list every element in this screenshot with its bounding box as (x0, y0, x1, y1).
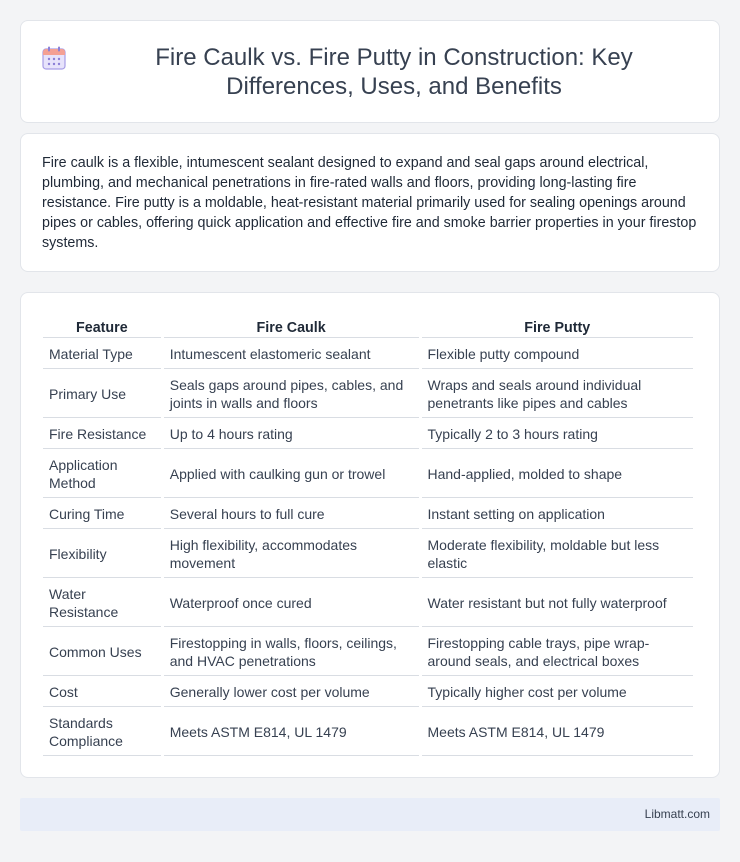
fire-putty-cell: Moderate flexibility, moldable but less elastic (422, 529, 694, 578)
intro-paragraph: Fire caulk is a flexible, intumescent sealant designed to expand and seal gaps around electrical, plumbing, and mechanical penetrations in fire-rated walls and floors, providing long-lasting fire resistance. Fire putty is a moldable, heat-resistant material primarily used for sealing openings around pipes or cables, offering quick application and effective fire and smoke barrier properties in your firestop systems. (42, 155, 697, 251)
fire-caulk-cell: Firestopping in walls, floors, ceilings, and HVAC penetrations (164, 627, 419, 676)
header-card (20, 20, 720, 123)
feature-cell: Common Uses (43, 627, 161, 676)
feature-cell: Standards Compliance (43, 707, 161, 756)
feature-cell: Flexibility (43, 529, 161, 578)
feature-cell: Water Resistance (43, 578, 161, 627)
feature-cell: Primary Use (43, 369, 161, 418)
fire-caulk-cell: High flexibility, accommodates movement (164, 529, 419, 578)
table-row (43, 707, 693, 756)
footer (20, 798, 720, 831)
table-row (43, 449, 693, 498)
feature-cell: Fire Resistance (43, 418, 161, 449)
fire-caulk-cell: Generally lower cost per volume (164, 676, 419, 707)
feature-cell: Material Type (43, 338, 161, 369)
fire-caulk-cell: Applied with caulking gun or trowel (164, 449, 419, 498)
intro-card (20, 133, 720, 272)
fire-caulk-cell: Several hours to full cure (164, 498, 419, 529)
table-row (43, 498, 693, 529)
table-row (43, 578, 693, 627)
fire-putty-cell: Flexible putty compound (422, 338, 694, 369)
fire-putty-cell: Meets ASTM E814, UL 1479 (422, 707, 694, 756)
fire-caulk-cell: Waterproof once cured (164, 578, 419, 627)
page-title: Fire Caulk vs. Fire Putty in Construction: Key Differences, Uses, and Benefits (155, 43, 633, 100)
fire-putty-cell: Wraps and seals around individual penetrants like pipes and cables (422, 369, 694, 418)
table-row (43, 529, 693, 578)
fire-caulk-cell: Intumescent elastomeric sealant (164, 338, 419, 369)
comparison-table (40, 315, 696, 756)
calendar-icon (41, 45, 67, 71)
table-row (43, 676, 693, 707)
table-row (43, 338, 693, 369)
feature-cell: Cost (43, 676, 161, 707)
footer-brand-link[interactable]: Libmatt.com (644, 807, 710, 821)
feature-cell: Curing Time (43, 498, 161, 529)
fire-putty-cell: Water resistant but not fully waterproof (422, 578, 694, 627)
table-row (43, 418, 693, 449)
fire-putty-cell: Typically higher cost per volume (422, 676, 694, 707)
header-fire-putty: Fire Putty (422, 315, 694, 338)
fire-putty-cell: Firestopping cable trays, pipe wrap-around seals, and electrical boxes (422, 627, 694, 676)
fire-putty-cell: Typically 2 to 3 hours rating (422, 418, 694, 449)
table-row (43, 369, 693, 418)
feature-cell: Application Method (43, 449, 161, 498)
fire-caulk-cell: Seals gaps around pipes, cables, and joints in walls and floors (164, 369, 419, 418)
table-row (43, 627, 693, 676)
fire-putty-cell: Instant setting on application (422, 498, 694, 529)
fire-putty-cell: Hand-applied, molded to shape (422, 449, 694, 498)
fire-caulk-cell: Meets ASTM E814, UL 1479 (164, 707, 419, 756)
comparison-card (20, 292, 720, 778)
header-feature: Feature (43, 315, 161, 338)
header-fire-caulk: Fire Caulk (164, 315, 419, 338)
table-header-row (43, 315, 693, 338)
fire-caulk-cell: Up to 4 hours rating (164, 418, 419, 449)
